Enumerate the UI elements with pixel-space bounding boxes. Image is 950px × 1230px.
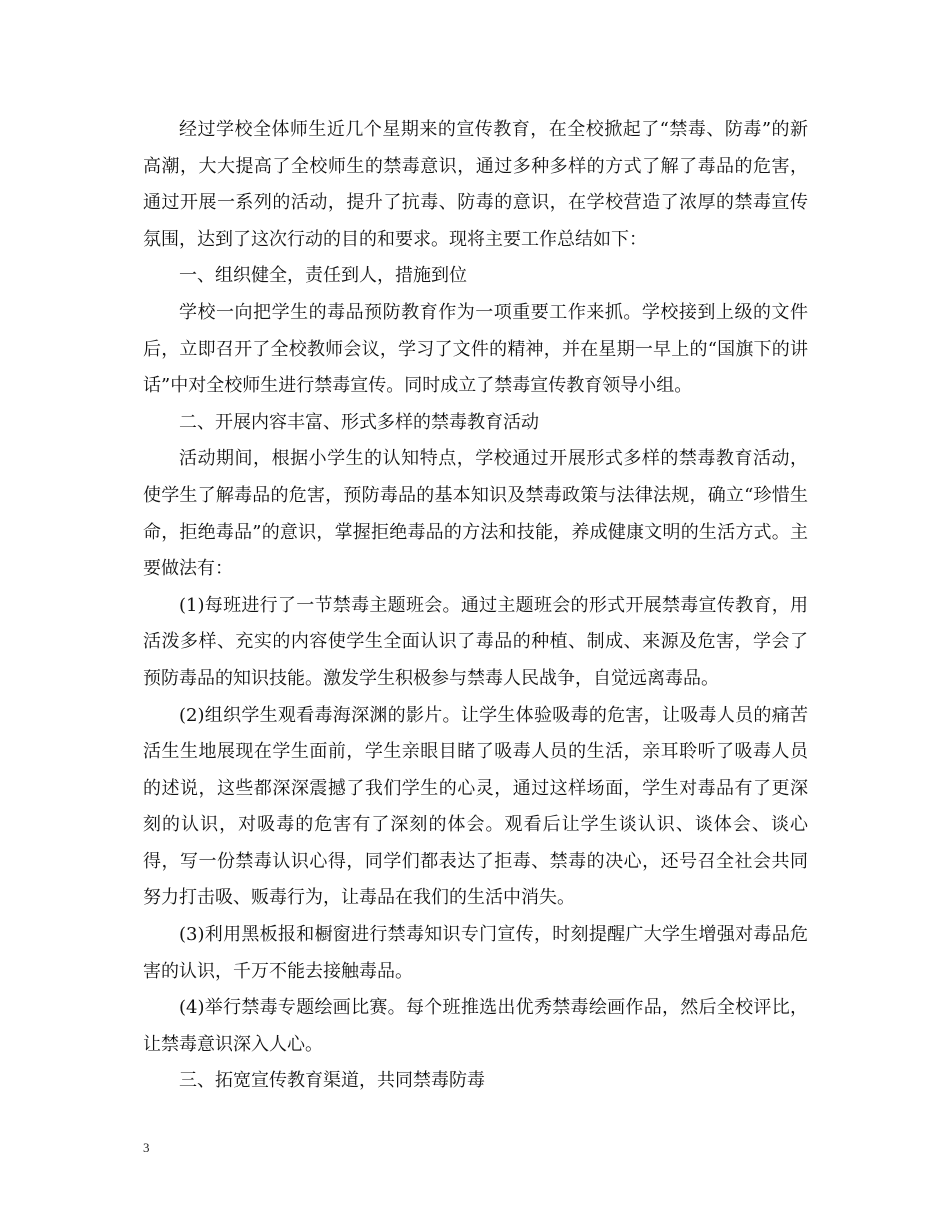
section-heading-2: 二、开展内容丰富、形式多样的禁毒教育活动 [179, 411, 539, 433]
page-number: 3 [143, 1140, 150, 1155]
list-item-3: (3)利用黑板报和橱窗进行禁毒知识专门宣传，时刻提醒广大学生增强对毒品危害的认识，千万不能去接触毒品。 [143, 924, 808, 982]
body-paragraph: 学校一向把学生的毒品预防教育作为一项重要工作来抓。学校接到上级的文件后，立即召开了全校教师会议，学习了文件的精神，并在星期一早上的“国旗下的讲话”中对全校师生进行禁毒宣传。同时成立了禁毒宣传教育领导小组。 [143, 301, 808, 397]
list-item-2: (2)组织学生观看毒海深渊的影片。让学生体验吸毒的危害，让吸毒人员的痛苦活生生地展现在学生面前，学生亲眼目睹了吸毒人员的生活，亲耳聆听了吸毒人员的述说，这些都深深震撼了我们学生的心灵，通过这样场面，学生对毒品有了更深刻的认识，对吸毒的危害有了深刻的体会。观看后让学生谈认识、谈体会、谈心得，写一份禁毒认识心得，同学们都表达了拒毒、禁毒的决心，还号召全社会共同努力打击吸、贩毒行为，让毒品在我们的生活中消失。 [143, 704, 808, 909]
intro-paragraph: 经过学校全体师生近几个星期来的宣传教育，在全校掀起了“禁毒、防毒”的新高潮，大大提高了全校师生的禁毒意识，通过多种多样的方式了解了毒品的危害，通过开展一系列的活动，提升了抗毒、防毒的意识，在学校营造了浓厚的禁毒宣传氛围，达到了这次行动的目的和要求。现将主要工作总结如下： [143, 119, 808, 250]
document-body [143, 112, 808, 1100]
section-heading-3: 三、拓宽宣传教育渠道，共同禁毒防毒 [179, 1070, 485, 1092]
section-heading-1: 一、组织健全，责任到人，措施到位 [179, 265, 467, 287]
body-paragraph: 活动期间，根据小学生的认知特点，学校通过开展形式多样的禁毒教育活动，使学生了解毒品的危害，预防毒品的基本知识及禁毒政策与法律法规，确立“珍惜生命，拒绝毒品”的意识，掌握拒绝毒品的方法和技能，养成健康文明的生活方式。主要做法有： [143, 448, 808, 580]
list-item-1: (1)每班进行了一节禁毒主题班会。通过主题班会的形式开展禁毒宣传教育，用活泼多样、充实的内容使学生全面认识了毒品的种植、制成、来源及危害，学会了预防毒品的知识技能。激发学生积极参与禁毒人民战争，自觉远离毒品。 [143, 594, 808, 689]
list-item-4: (4)举行禁毒专题绘画比赛。每个班推选出优秀禁毒绘画作品，然后全校评比，让禁毒意识深入人心。 [143, 997, 808, 1055]
